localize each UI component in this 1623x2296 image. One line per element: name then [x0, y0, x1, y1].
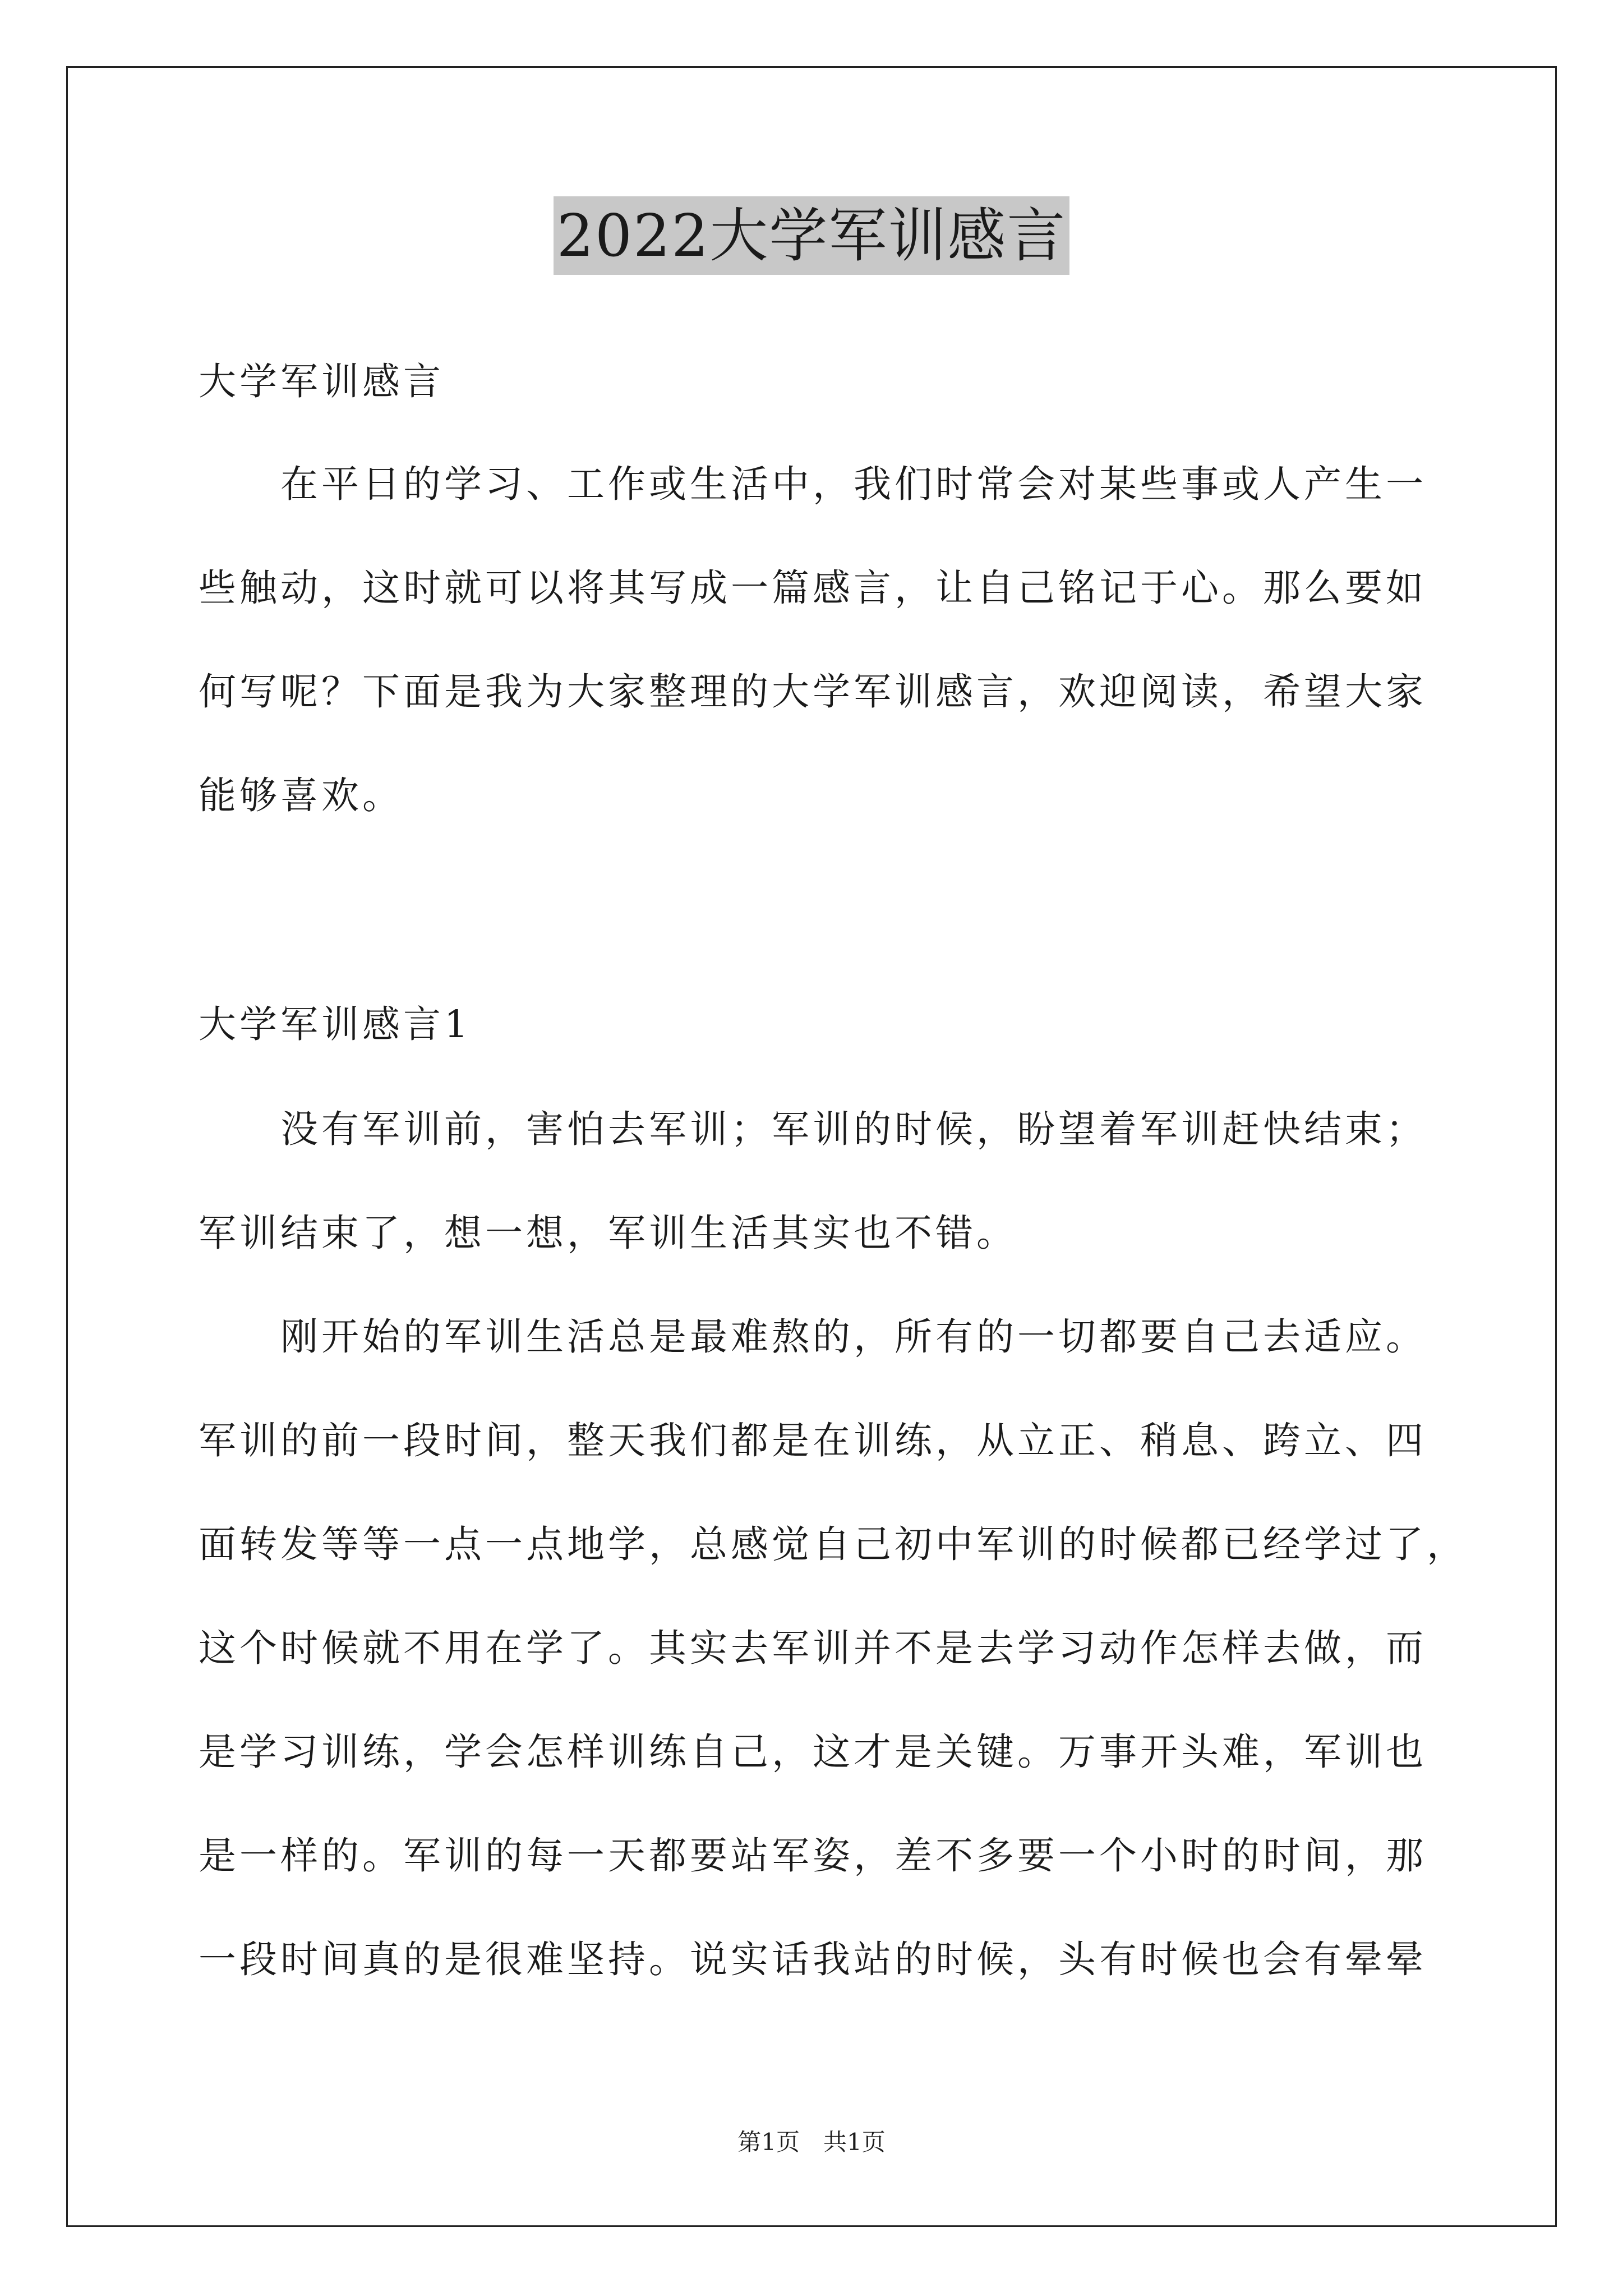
- document-title-text: 2022大学军训感言: [554, 196, 1070, 275]
- paragraph-line: 军训的前一段时间，整天我们都是在训练，从立正、稍息、跨立、四: [199, 1419, 1427, 1462]
- section-heading-1: 大学军训感言1: [199, 1002, 472, 1046]
- paragraph-line: 没有军训前，害怕去军训；军训的时候，盼望着军训赶快结束；: [199, 1107, 1427, 1151]
- paragraph-line: 刚开始的军训生活总是最难熬的，所有的一切都要自己去适应。: [199, 1315, 1427, 1359]
- paragraph-line: 军训结束了，想一想，军训生活其实也不错。: [199, 1211, 1017, 1255]
- paragraph-line: 是一样的。军训的每一天都要站军姿，差不多要一个小时的时间，那: [199, 1834, 1427, 1878]
- paragraph-line: 些触动，这时就可以将其写成一篇感言，让自己铭记于心。那么要如: [199, 566, 1427, 610]
- paragraph-line: 面转发等等一点一点地学，总感觉自己初中军训的时候都已经学过了，: [199, 1522, 1468, 1566]
- paragraph-line: 能够喜欢。: [199, 774, 403, 817]
- document-title: [0, 196, 1623, 275]
- paragraph-line: 是学习训练，学会怎样训练自己，这才是关键。万事开头难，军训也: [199, 1730, 1427, 1774]
- page-number-footer: 第1页 共1页: [737, 2128, 886, 2156]
- paragraph-line: 在平日的学习、工作或生活中，我们时常会对某些事或人产生一: [199, 462, 1427, 506]
- section-heading-intro: 大学军训感言: [199, 360, 444, 403]
- paragraph-line: 这个时候就不用在学了。其实去军训并不是去学习动作怎样去做，而: [199, 1626, 1427, 1670]
- paragraph-line: 一段时间真的是很难坚持。说实话我站的时候，头有时候也会有晕晕: [199, 1938, 1427, 1981]
- paragraph-line: 何写呢？下面是我为大家整理的大学军训感言，欢迎阅读，希望大家: [199, 670, 1427, 714]
